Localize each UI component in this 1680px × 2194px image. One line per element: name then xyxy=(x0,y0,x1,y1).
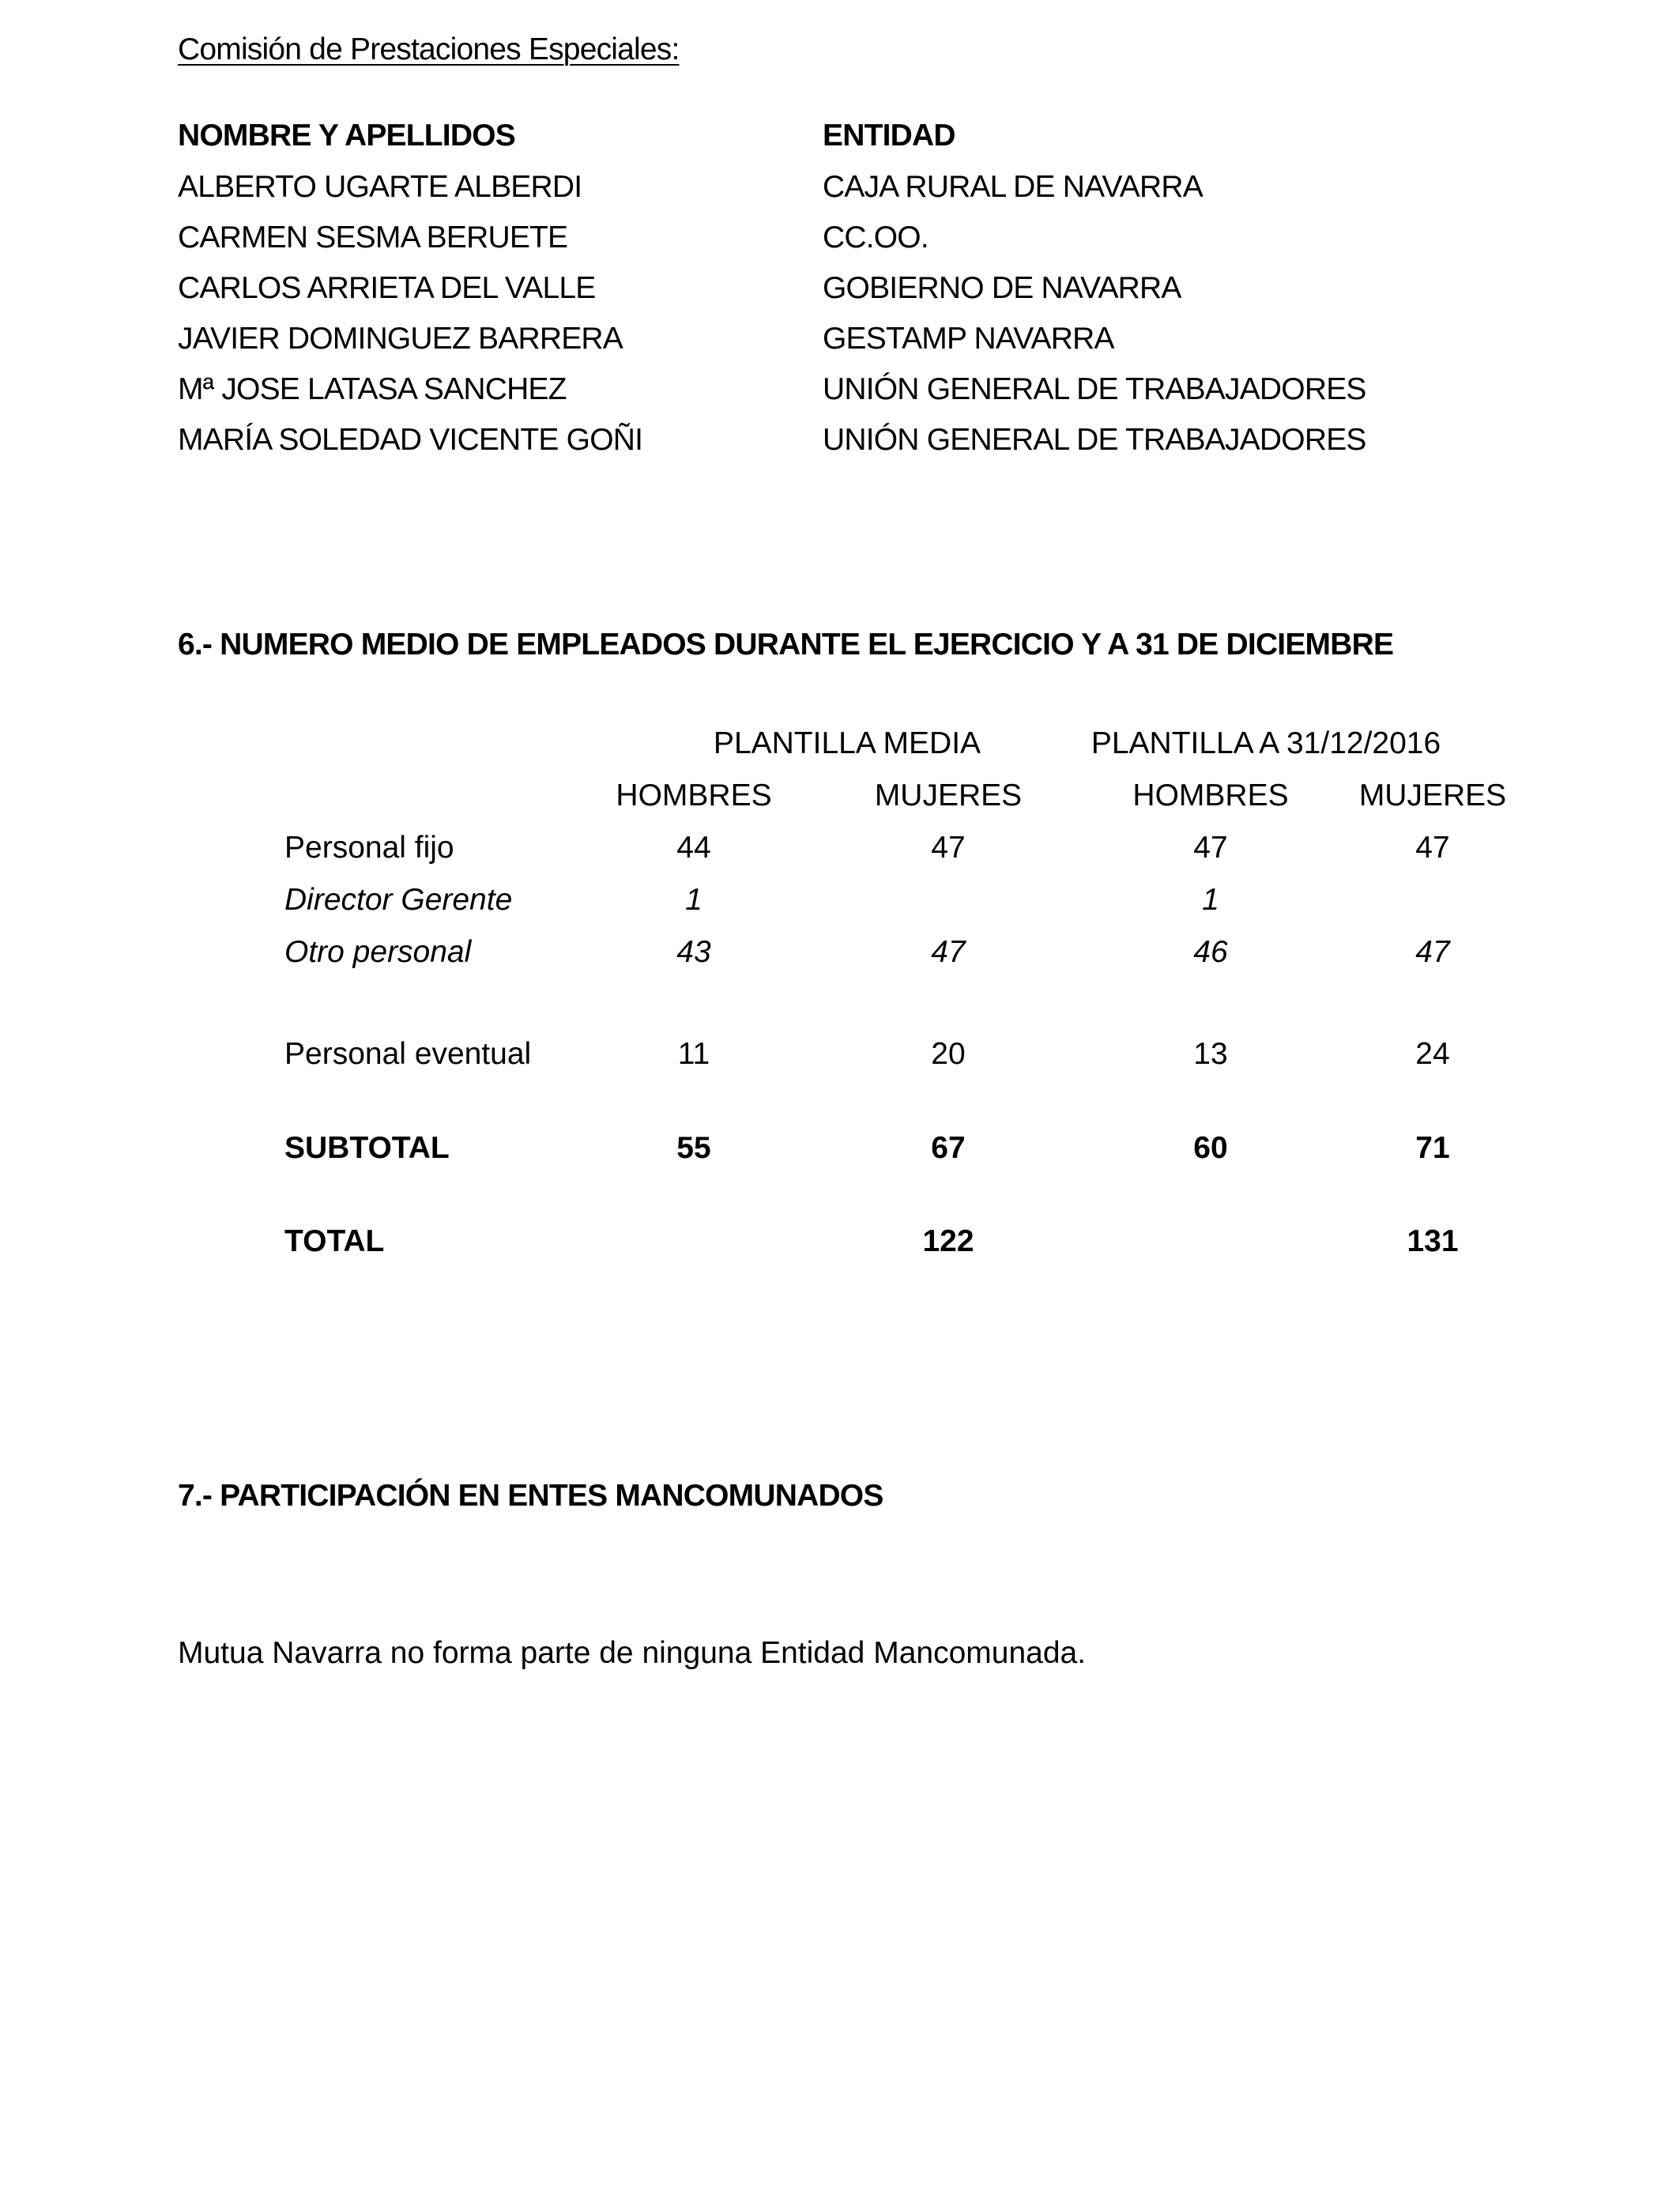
row-label: Personal fijo xyxy=(284,831,454,865)
cell-value: 60 xyxy=(1193,1131,1228,1165)
cell-value: 71 xyxy=(1415,1131,1450,1165)
row-label: Otro personal xyxy=(284,935,472,969)
row-label: Personal eventual xyxy=(284,1037,532,1071)
section7-body: Mutua Navarra no forma parte de ninguna Entidad Mancomunada. xyxy=(178,1636,1087,1670)
table-row xyxy=(0,937,1680,976)
cell-value: 1 xyxy=(1202,883,1219,917)
cell-value: 67 xyxy=(931,1131,966,1165)
header-name: NOMBRE Y APELLIDOS xyxy=(178,119,515,153)
cell-value: 20 xyxy=(931,1037,966,1071)
member-entity: UNIÓN GENERAL DE TRABAJADORES xyxy=(823,372,1366,406)
cell-value: 1 xyxy=(685,883,703,917)
header-entity: ENTIDAD xyxy=(823,119,955,153)
cell-value: 43 xyxy=(676,935,711,969)
cell-value: 55 xyxy=(676,1131,711,1165)
section6-heading: 6.- NUMERO MEDIO DE EMPLEADOS DURANTE EL EJERCICIO Y A 31 DE DICIEMBRE xyxy=(178,628,1394,662)
cell-value: 47 xyxy=(931,831,966,865)
section7-heading: 7.- PARTICIPACIÓN EN ENTES MANCOMUNADOS xyxy=(178,1479,883,1513)
member-row xyxy=(178,271,1442,311)
table-row xyxy=(0,1039,1680,1078)
member-entity: GESTAMP NAVARRA xyxy=(823,322,1114,356)
group-header-plantilla-media: PLANTILLA MEDIA xyxy=(713,726,981,760)
col-header: MUJERES xyxy=(1358,778,1507,812)
member-name: JAVIER DOMINGUEZ BARRERA xyxy=(178,322,623,356)
table-row xyxy=(0,832,1680,872)
cell-value: 24 xyxy=(1415,1037,1450,1071)
member-name: CARMEN SESMA BERUETE xyxy=(178,221,568,254)
member-entity: UNIÓN GENERAL DE TRABAJADORES xyxy=(823,423,1366,457)
members-header-row xyxy=(178,119,1442,158)
cell-value: 13 xyxy=(1193,1037,1228,1071)
cell-value: 47 xyxy=(931,935,966,969)
cell-value: 11 xyxy=(677,1037,710,1071)
col-header: HOMBRES xyxy=(1132,778,1289,812)
col-header: HOMBRES xyxy=(616,778,772,812)
commission-title: Comisión de Prestaciones Especiales: xyxy=(178,32,680,66)
cell-value: 46 xyxy=(1193,935,1228,969)
table-row-subtotal xyxy=(0,1133,1680,1172)
member-name: MARÍA SOLEDAD VICENTE GOÑI xyxy=(178,423,643,457)
member-row xyxy=(178,221,1442,260)
cell-value: 47 xyxy=(1415,831,1450,865)
cell-value: 44 xyxy=(676,831,711,865)
row-label: SUBTOTAL xyxy=(284,1131,450,1165)
group-header-plantilla-31-12: PLANTILLA A 31/12/2016 xyxy=(1090,726,1441,760)
member-name: Mª JOSE LATASA SANCHEZ xyxy=(178,372,567,406)
cell-value: 131 xyxy=(1407,1224,1459,1258)
table-row xyxy=(0,884,1680,924)
cell-value: 122 xyxy=(922,1224,974,1258)
member-entity: CAJA RURAL DE NAVARRA xyxy=(823,170,1203,204)
row-label: TOTAL xyxy=(284,1224,385,1258)
table-row-total xyxy=(0,1226,1680,1265)
member-entity: GOBIERNO DE NAVARRA xyxy=(823,271,1181,305)
col-header: MUJERES xyxy=(874,778,1023,812)
row-label: Director Gerente xyxy=(284,883,513,917)
cell-value: 47 xyxy=(1415,935,1450,969)
member-row xyxy=(178,372,1442,412)
member-name: ALBERTO UGARTE ALBERDI xyxy=(178,170,582,204)
member-name: CARLOS ARRIETA DEL VALLE xyxy=(178,271,596,305)
member-entity: CC.OO. xyxy=(823,221,929,254)
member-row xyxy=(178,423,1442,462)
cell-value: 47 xyxy=(1193,831,1228,865)
member-row xyxy=(178,170,1442,209)
member-row xyxy=(178,322,1442,361)
